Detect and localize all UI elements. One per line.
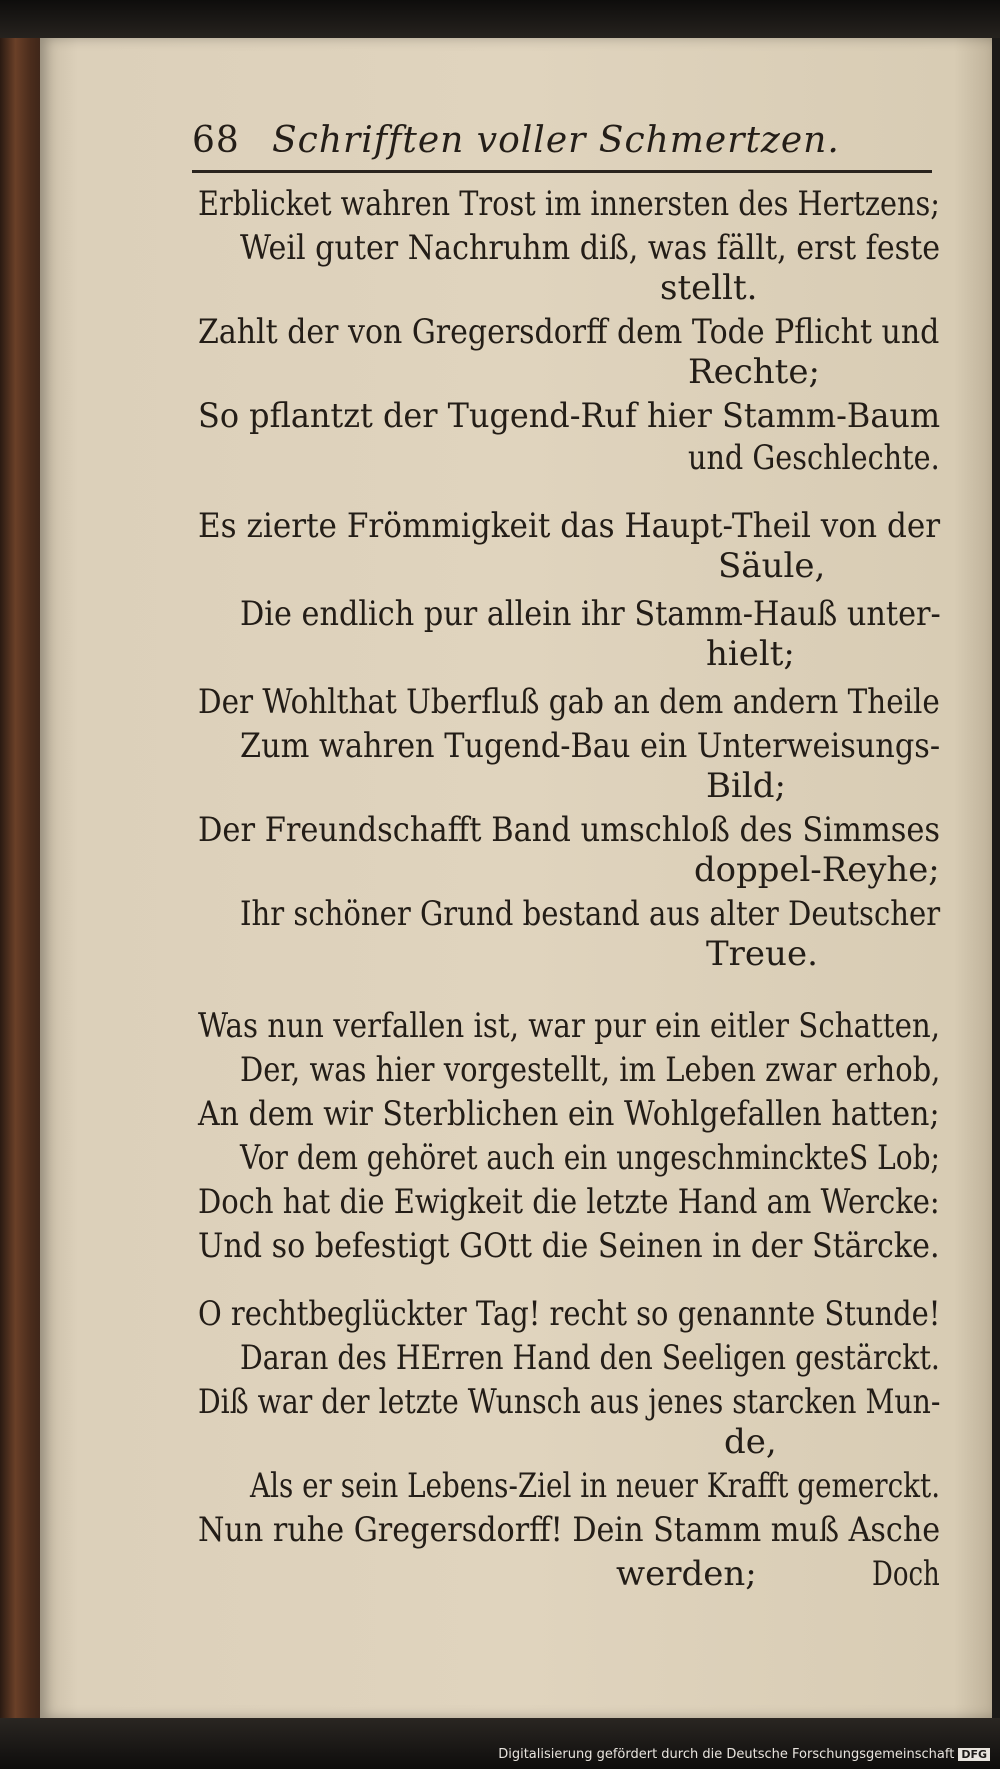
running-head: Schrifften voller Schmertzen. bbox=[272, 120, 840, 161]
digitization-credit bbox=[498, 1747, 990, 1762]
text-line: Und so befestigt GOtt die Seinen in der Stärcke. bbox=[198, 1226, 940, 1266]
text-line: Weil guter Nachruhm diß, was fällt, erst feste bbox=[240, 228, 941, 268]
book-spine bbox=[0, 38, 44, 1718]
text-line: Bild; bbox=[706, 766, 786, 806]
text-line: An dem wir Sterblichen ein Wohlgefallen hatten; bbox=[198, 1094, 940, 1134]
text-line: doppel-Reyhe; bbox=[694, 850, 940, 890]
text-line: und Geschlechte. bbox=[688, 438, 940, 478]
text-line: Rechte; bbox=[688, 352, 820, 392]
page-number: 68 bbox=[192, 120, 240, 161]
text-line: So pflantzt der Tugend-Ruf hier Stamm-Baum bbox=[198, 396, 941, 436]
text-line: Diß war der letzte Wunsch aus jenes starcken Mun- bbox=[198, 1382, 941, 1422]
text-line: Als er sein Lebens-Ziel in neuer Krafft gemerckt. bbox=[250, 1466, 941, 1506]
text-line: werden; bbox=[616, 1554, 757, 1594]
text-line: Zahlt der von Gregersdorff dem Tode Pflicht und bbox=[198, 312, 940, 352]
text-line: Der Wohlthat Uberfluß gab an dem andern Theile bbox=[198, 682, 940, 722]
text-line: hielt; bbox=[706, 634, 795, 674]
text-line: Der, was hier vorgestellt, im Leben zwar erhob, bbox=[240, 1050, 941, 1090]
text-line: Die endlich pur allein ihr Stamm-Hauß unter- bbox=[240, 594, 941, 634]
text-line: Säule, bbox=[718, 546, 826, 586]
scan-top-border bbox=[0, 0, 1000, 38]
text-line: Der Freundschafft Band umschloß des Simmses bbox=[198, 810, 941, 850]
text-line: Es zierte Frömmigkeit das Haupt-Theil von der bbox=[198, 506, 941, 546]
text-line: Doch bbox=[872, 1554, 940, 1594]
text-line: stellt. bbox=[660, 268, 758, 308]
text-line: Zum wahren Tugend-Bau ein Unterweisungs- bbox=[240, 726, 941, 766]
page-header bbox=[192, 112, 944, 172]
text-line: Doch hat die Ewigkeit die letzte Hand am Wercke: bbox=[198, 1182, 940, 1222]
text-line: O rechtbeglückter Tag! recht so genannte Stunde! bbox=[198, 1294, 941, 1334]
text-line: Daran des HErren Hand den Seeligen gestärckt. bbox=[240, 1338, 940, 1378]
text-line: Erblicket wahren Trost im innersten des Hertzens; bbox=[198, 184, 940, 224]
dfg-logo: DFG bbox=[958, 1748, 990, 1761]
credit-text: Digitalisierung gefördert durch die Deutsche Forschungsgemeinschaft bbox=[498, 1747, 955, 1762]
text-line: Nun ruhe Gregersdorff! Dein Stamm muß Asche bbox=[198, 1510, 941, 1550]
text-line: Treue. bbox=[706, 934, 818, 974]
text-line: Ihr schöner Grund bestand aus alter Deutscher bbox=[240, 894, 941, 934]
text-line: de, bbox=[724, 1422, 777, 1462]
header-rule bbox=[192, 170, 932, 173]
text-line: Vor dem gehöret auch ein ungeschminckteS Lob; bbox=[240, 1138, 940, 1178]
text-line: Was nun verfallen ist, war pur ein eitler Schatten, bbox=[198, 1006, 941, 1046]
